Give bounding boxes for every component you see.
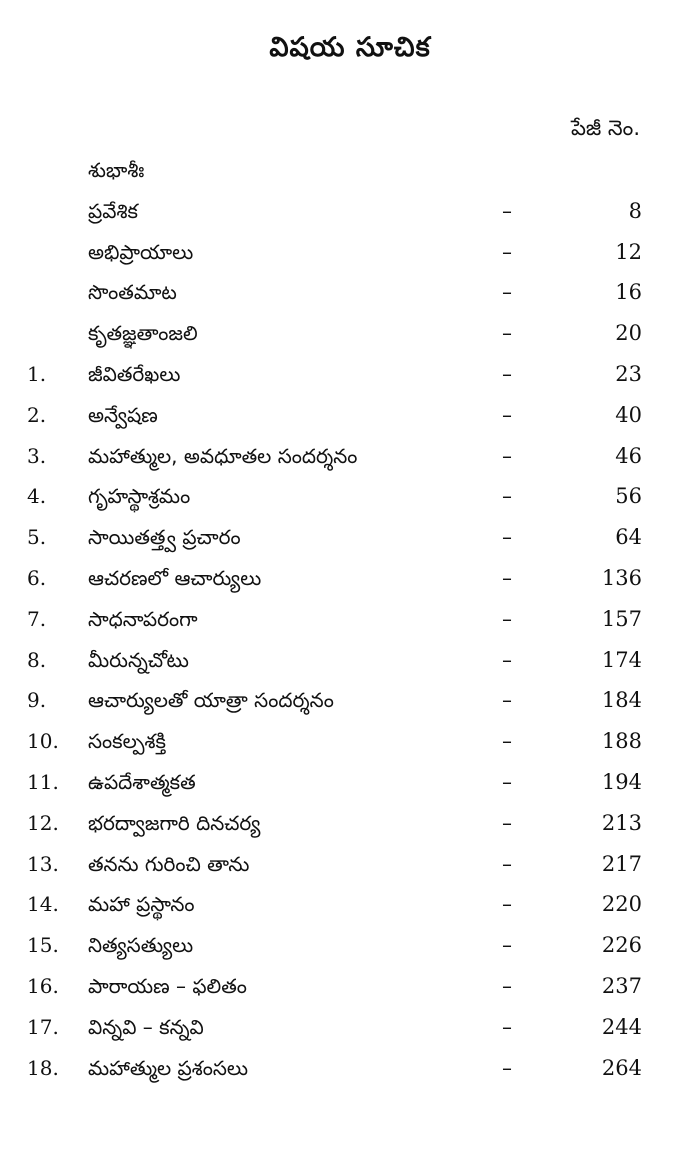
toc-entry-title: జీవితరేఖలు bbox=[88, 361, 181, 386]
toc-entry-dash: – bbox=[502, 688, 512, 713]
toc-entry-dash: – bbox=[502, 484, 512, 509]
toc-entry-title: నిత్యసత్యులు bbox=[88, 933, 194, 958]
toc-entry-page: 8 bbox=[628, 198, 642, 223]
toc-entry bbox=[0, 599, 700, 640]
toc-entry-page: 64 bbox=[615, 525, 642, 550]
toc-entry-title: కృతజ్ఞతాంజలి bbox=[88, 321, 198, 346]
toc-entry-page: 194 bbox=[601, 769, 642, 794]
toc-entry-number: 15. bbox=[27, 933, 59, 958]
toc-entry-title: మహా ప్రస్థానం bbox=[88, 892, 195, 917]
toc-entry bbox=[0, 640, 700, 681]
toc-entry-page: 12 bbox=[615, 239, 642, 264]
toc-entry bbox=[0, 1048, 700, 1089]
toc-entry bbox=[0, 476, 700, 517]
toc-entry-number: 7. bbox=[27, 606, 47, 631]
toc-entry-dash: – bbox=[502, 1055, 512, 1080]
page-title: విషయ సూచిక bbox=[269, 32, 431, 63]
toc-entry bbox=[0, 313, 700, 354]
toc-entry-page: 244 bbox=[601, 1014, 642, 1039]
toc-entry-number: 4. bbox=[27, 484, 47, 509]
toc-entry-dash: – bbox=[502, 239, 512, 264]
toc-entry bbox=[0, 803, 700, 844]
toc-entry-number: 13. bbox=[27, 851, 59, 876]
toc-entry bbox=[0, 925, 700, 966]
toc-entry-dash: – bbox=[502, 933, 512, 958]
toc-entry bbox=[0, 884, 700, 925]
toc-entry bbox=[0, 436, 700, 477]
toc-entry-page: 157 bbox=[601, 606, 642, 631]
toc-entry-title: ఆచార్యులతో యాత్రా సందర్శనం bbox=[88, 688, 334, 713]
toc-entry-page: 20 bbox=[615, 321, 642, 346]
toc-entry-number: 9. bbox=[27, 688, 47, 713]
toc-entry-title: సంకల్పశక్తి bbox=[88, 729, 166, 754]
toc-entry-title: అభిప్రాయాలు bbox=[88, 239, 194, 264]
toc-entry-dash: – bbox=[502, 321, 512, 346]
toc-entry bbox=[0, 966, 700, 1007]
toc-entry-page: 40 bbox=[615, 402, 642, 427]
toc-entry bbox=[0, 354, 700, 395]
toc-entry-dash: – bbox=[502, 402, 512, 427]
toc-entry bbox=[0, 762, 700, 803]
toc-entry-dash: – bbox=[502, 565, 512, 590]
toc-entry-dash: – bbox=[502, 769, 512, 794]
toc-entry bbox=[0, 191, 700, 232]
toc-entry-dash: – bbox=[502, 892, 512, 917]
toc-entry-dash: – bbox=[502, 1014, 512, 1039]
toc-entry-title: పారాయణ – ఫలితం bbox=[88, 973, 247, 998]
toc-entry-number: 3. bbox=[27, 443, 47, 468]
toc-entry-number: 2. bbox=[27, 402, 47, 427]
toc-entry-page: 23 bbox=[615, 361, 642, 386]
toc-entry bbox=[0, 558, 700, 599]
toc-entry-page: 213 bbox=[601, 810, 642, 835]
toc-entry-dash: – bbox=[502, 525, 512, 550]
toc-entry-title: ఆచరణలో ఆచార్యులు bbox=[88, 565, 262, 590]
toc-entry-number: 11. bbox=[27, 769, 59, 794]
toc-entry-dash: – bbox=[502, 647, 512, 672]
toc-entry-dash: – bbox=[502, 973, 512, 998]
toc-entry-title: విన్నవి – కన్నవి bbox=[88, 1014, 204, 1039]
toc-entry bbox=[0, 150, 700, 191]
toc-entry-dash: – bbox=[502, 606, 512, 631]
toc-entry-number: 14. bbox=[27, 892, 59, 917]
toc-entry-dash: – bbox=[502, 851, 512, 876]
toc-entry-page: 46 bbox=[615, 443, 642, 468]
toc-entry-page: 16 bbox=[615, 280, 642, 305]
toc-entry bbox=[0, 844, 700, 885]
toc-entry-number: 10. bbox=[27, 729, 59, 754]
toc-entry-title: శుభాశీః bbox=[88, 158, 145, 182]
toc-entry-title: తనను గురించి తాను bbox=[88, 851, 250, 876]
toc-entry-page: 237 bbox=[601, 973, 642, 998]
toc-entry-dash: – bbox=[502, 361, 512, 386]
page-number-column-header: పేజీ నెం. bbox=[570, 116, 640, 140]
toc-entry-title: సాధనాపరంగా bbox=[88, 606, 198, 631]
toc-entry-number: 16. bbox=[27, 973, 59, 998]
toc-entry-title: మహాత్ముల ప్రశంసలు bbox=[88, 1055, 249, 1080]
toc-entry-number: 18. bbox=[27, 1055, 59, 1080]
toc-entry-title: ఉపదేశాత్మకత bbox=[88, 769, 196, 794]
toc-entry-number: 6. bbox=[27, 565, 47, 590]
toc-entry-dash: – bbox=[502, 729, 512, 754]
toc-entry-number: 17. bbox=[27, 1014, 59, 1039]
toc-entry-dash: – bbox=[502, 280, 512, 305]
toc-entry bbox=[0, 272, 700, 313]
toc-entry-page: 264 bbox=[601, 1055, 642, 1080]
toc-entry-title: ప్రవేశిక bbox=[88, 198, 138, 223]
toc-entry bbox=[0, 517, 700, 558]
toc-entry-page: 217 bbox=[601, 851, 642, 876]
toc-entry bbox=[0, 1007, 700, 1048]
toc-entry-title: మహాత్ముల, అవధూతల సందర్శనం bbox=[88, 443, 358, 468]
toc-entry-title: సాయితత్త్వ ప్రచారం bbox=[88, 525, 241, 550]
toc-entry-number: 5. bbox=[27, 525, 47, 550]
toc-entry-number: 1. bbox=[27, 361, 47, 386]
toc-entry-page: 188 bbox=[601, 729, 642, 754]
toc-entry-title: మీరున్నచోటు bbox=[88, 647, 189, 672]
toc-entry-page: 226 bbox=[601, 933, 642, 958]
toc-entry-dash: – bbox=[502, 443, 512, 468]
toc-entry-dash: – bbox=[502, 198, 512, 223]
toc-entry-page: 174 bbox=[601, 647, 642, 672]
toc-entry-number: 8. bbox=[27, 647, 47, 672]
toc-entry-title: గృహస్థాశ్రమం bbox=[88, 484, 191, 509]
toc-entry bbox=[0, 721, 700, 762]
toc-entry bbox=[0, 232, 700, 273]
toc-entry-page: 56 bbox=[615, 484, 642, 509]
toc-entry-page: 184 bbox=[601, 688, 642, 713]
toc-entry bbox=[0, 680, 700, 721]
toc-entry-page: 136 bbox=[601, 565, 642, 590]
toc-entry-title: సొంతమాట bbox=[88, 280, 177, 305]
toc-entry-dash: – bbox=[502, 810, 512, 835]
toc-entry-title: భరద్వాజగారి దినచర్య bbox=[88, 810, 261, 835]
toc-entry-number: 12. bbox=[27, 810, 59, 835]
toc-entry-title: అన్వేషణ bbox=[88, 402, 158, 427]
table-of-contents bbox=[0, 150, 700, 1088]
toc-entry-page: 220 bbox=[601, 892, 642, 917]
toc-entry bbox=[0, 395, 700, 436]
